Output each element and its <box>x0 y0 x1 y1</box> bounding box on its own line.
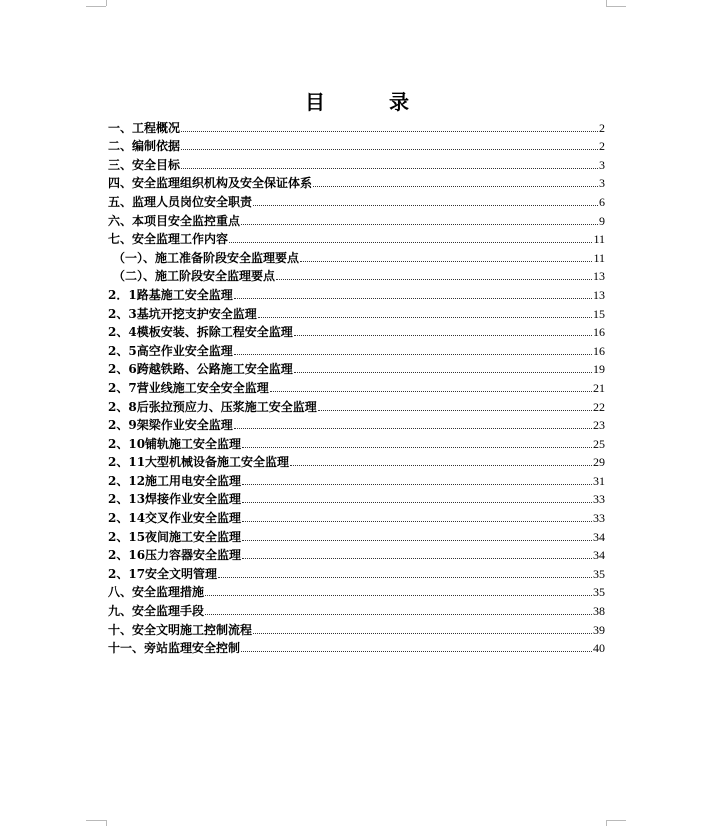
toc-entry-page-number: 13 <box>593 269 605 284</box>
toc-entry-page-number: 31 <box>593 473 605 488</box>
toc-entry-page-number: 40 <box>593 641 605 656</box>
toc-entry-page-number: 11 <box>593 232 605 247</box>
toc-dot-leader <box>276 279 592 280</box>
toc-entry-label: 2、13焊接作业安全监理 <box>108 492 242 507</box>
toc-dot-leader <box>234 428 592 429</box>
toc-dot-leader <box>253 633 592 634</box>
toc-entry[interactable] <box>108 414 605 433</box>
toc-dot-leader <box>205 595 592 596</box>
crop-mark-top-left-h <box>86 6 106 7</box>
toc-entry[interactable] <box>108 637 605 656</box>
toc-entry-page-number: 33 <box>593 492 605 507</box>
toc-entry[interactable] <box>108 488 605 507</box>
toc-entry-label: 2、16压力容器安全监理 <box>108 548 242 563</box>
toc-entry-label: （一）、施工准备阶段安全监理要点 <box>113 250 300 265</box>
crop-mark-top-right-h <box>606 6 626 7</box>
toc-entry-page-number: 3 <box>599 157 605 172</box>
toc-dot-leader <box>229 242 592 243</box>
toc-dot-leader <box>290 465 592 466</box>
toc-entry[interactable] <box>108 321 605 340</box>
toc-entry[interactable] <box>108 358 605 377</box>
toc-entry-page-number: 3 <box>599 176 605 191</box>
toc-entry[interactable] <box>108 469 605 488</box>
toc-entry[interactable] <box>108 562 605 581</box>
toc-entry-label: 三、安全目标 <box>108 157 181 172</box>
toc-entry-page-number: 2 <box>599 139 605 154</box>
toc-entry-page-number: 33 <box>593 511 605 526</box>
toc-entry[interactable] <box>108 283 605 302</box>
toc-dot-leader <box>253 205 598 206</box>
toc-dot-leader <box>181 149 598 150</box>
toc-entry-label: 2、3基坑开挖支护安全监理 <box>108 306 257 321</box>
toc-entry[interactable] <box>108 190 605 209</box>
toc-entry[interactable] <box>108 135 605 154</box>
toc-entry-label: 2、4模板安装、拆除工程安全监理 <box>108 325 293 340</box>
toc-dot-leader <box>294 372 592 373</box>
toc-entry-page-number: 29 <box>593 455 605 470</box>
toc-entry-page-number: 2 <box>599 120 605 135</box>
toc-entry[interactable] <box>108 432 605 451</box>
toc-entry[interactable] <box>108 246 605 265</box>
toc-entry[interactable] <box>108 116 605 135</box>
toc-dot-leader <box>300 261 592 262</box>
toc-entry-page-number: 38 <box>593 604 605 619</box>
toc-dot-leader <box>242 540 592 541</box>
toc-entry[interactable] <box>108 544 605 563</box>
toc-entry-label: 五、监理人员岗位安全职责 <box>108 194 253 209</box>
toc-dot-leader <box>181 131 598 132</box>
toc-entry[interactable] <box>108 451 605 470</box>
toc-entry[interactable] <box>108 209 605 228</box>
toc-entry[interactable] <box>108 525 605 544</box>
toc-dot-leader <box>242 502 592 503</box>
toc-entry-label: 2、8后张拉预应力、压浆施工安全监理 <box>108 399 317 414</box>
title-char-right: 录 <box>389 90 409 114</box>
toc-entry[interactable] <box>108 376 605 395</box>
toc-entry-label: 2、6跨越铁路、公路施工安全监理 <box>108 362 293 377</box>
toc-dot-leader <box>242 558 592 559</box>
toc-dot-leader <box>205 614 592 615</box>
toc-entry-label: 2、9架梁作业安全监理 <box>108 418 233 433</box>
toc-entry-label: 十、安全文明施工控制流程 <box>108 622 253 637</box>
crop-mark-bottom-right-h <box>606 820 626 821</box>
toc-entry[interactable] <box>108 506 605 525</box>
toc-dot-leader <box>318 410 592 411</box>
toc-entry-page-number: 22 <box>593 399 605 414</box>
toc-dot-leader <box>218 577 592 578</box>
toc-entry-label: 一、工程概况 <box>108 120 181 135</box>
toc-entry[interactable] <box>108 599 605 618</box>
toc-entry-label: 2、12施工用电安全监理 <box>108 473 242 488</box>
toc-dot-leader <box>241 651 592 652</box>
toc-entry[interactable] <box>108 153 605 172</box>
toc-dot-leader <box>242 521 592 522</box>
toc-entry-page-number: 16 <box>593 343 605 358</box>
table-of-contents <box>108 116 605 655</box>
toc-dot-leader <box>241 224 598 225</box>
toc-entry[interactable] <box>108 395 605 414</box>
toc-entry[interactable] <box>108 581 605 600</box>
crop-mark-bottom-left-h <box>86 820 106 821</box>
toc-entry-page-number: 11 <box>593 250 605 265</box>
toc-entry-label: 2、10铺轨施工安全监理 <box>108 436 242 451</box>
toc-entry[interactable] <box>108 302 605 321</box>
toc-dot-leader <box>258 317 592 318</box>
toc-entry-page-number: 21 <box>593 380 605 395</box>
toc-entry-label: 八、安全监理措施 <box>108 585 205 600</box>
toc-entry[interactable] <box>108 172 605 191</box>
toc-entry-page-number: 16 <box>593 325 605 340</box>
toc-entry-page-number: 15 <box>593 306 605 321</box>
toc-dot-leader <box>234 354 592 355</box>
toc-entry-label: 七、安全监理工作内容 <box>108 232 229 247</box>
toc-entry-label: 2、11大型机械设备施工安全监理 <box>108 455 290 470</box>
toc-entry-page-number: 23 <box>593 418 605 433</box>
toc-entry-label: 2、5高空作业安全监理 <box>108 343 233 358</box>
toc-dot-leader <box>294 335 592 336</box>
toc-dot-leader <box>313 186 598 187</box>
toc-entry-page-number: 25 <box>593 436 605 451</box>
toc-entry-page-number: 9 <box>599 213 605 228</box>
toc-entry[interactable] <box>108 265 605 284</box>
toc-entry-page-number: 35 <box>593 566 605 581</box>
toc-dot-leader <box>242 447 592 448</box>
title-char-left: 目 <box>305 90 325 114</box>
toc-entry-label: 四、安全监理组织机构及安全保证体系 <box>108 176 313 191</box>
toc-entry-page-number: 34 <box>593 529 605 544</box>
crop-mark-top-left-v <box>106 0 107 6</box>
toc-dot-leader <box>181 168 598 169</box>
toc-entry-label: 2、17安全文明管理 <box>108 566 218 581</box>
toc-entry-label: 二、编制依据 <box>108 139 181 154</box>
toc-entry-page-number: 39 <box>593 622 605 637</box>
toc-entry-label: 2、15夜间施工安全监理 <box>108 529 242 544</box>
toc-entry[interactable] <box>108 618 605 637</box>
crop-mark-bottom-left-v <box>106 820 107 826</box>
toc-entry-label: 六、本项目安全监控重点 <box>108 213 241 228</box>
toc-entry-page-number: 6 <box>599 194 605 209</box>
toc-entry[interactable] <box>108 228 605 247</box>
toc-dot-leader <box>234 298 592 299</box>
toc-entry[interactable] <box>108 339 605 358</box>
toc-entry-label: 九、安全监理手段 <box>108 604 205 619</box>
toc-entry-label: （二）、施工阶段安全监理要点 <box>113 269 276 284</box>
toc-entry-page-number: 13 <box>593 287 605 302</box>
toc-dot-leader <box>270 391 592 392</box>
toc-entry-label: 2、14交叉作业安全监理 <box>108 511 242 526</box>
toc-entry-page-number: 34 <box>593 548 605 563</box>
toc-entry-page-number: 35 <box>593 585 605 600</box>
toc-dot-leader <box>242 484 592 485</box>
toc-entry-label: 十一、旁站监理安全控制 <box>108 641 241 656</box>
page-title <box>0 86 714 115</box>
toc-entry-page-number: 19 <box>593 362 605 377</box>
toc-entry-label: 2、7营业线施工安全安全监理 <box>108 380 269 395</box>
toc-entry-label: 2．1路基施工安全监理 <box>108 287 233 302</box>
